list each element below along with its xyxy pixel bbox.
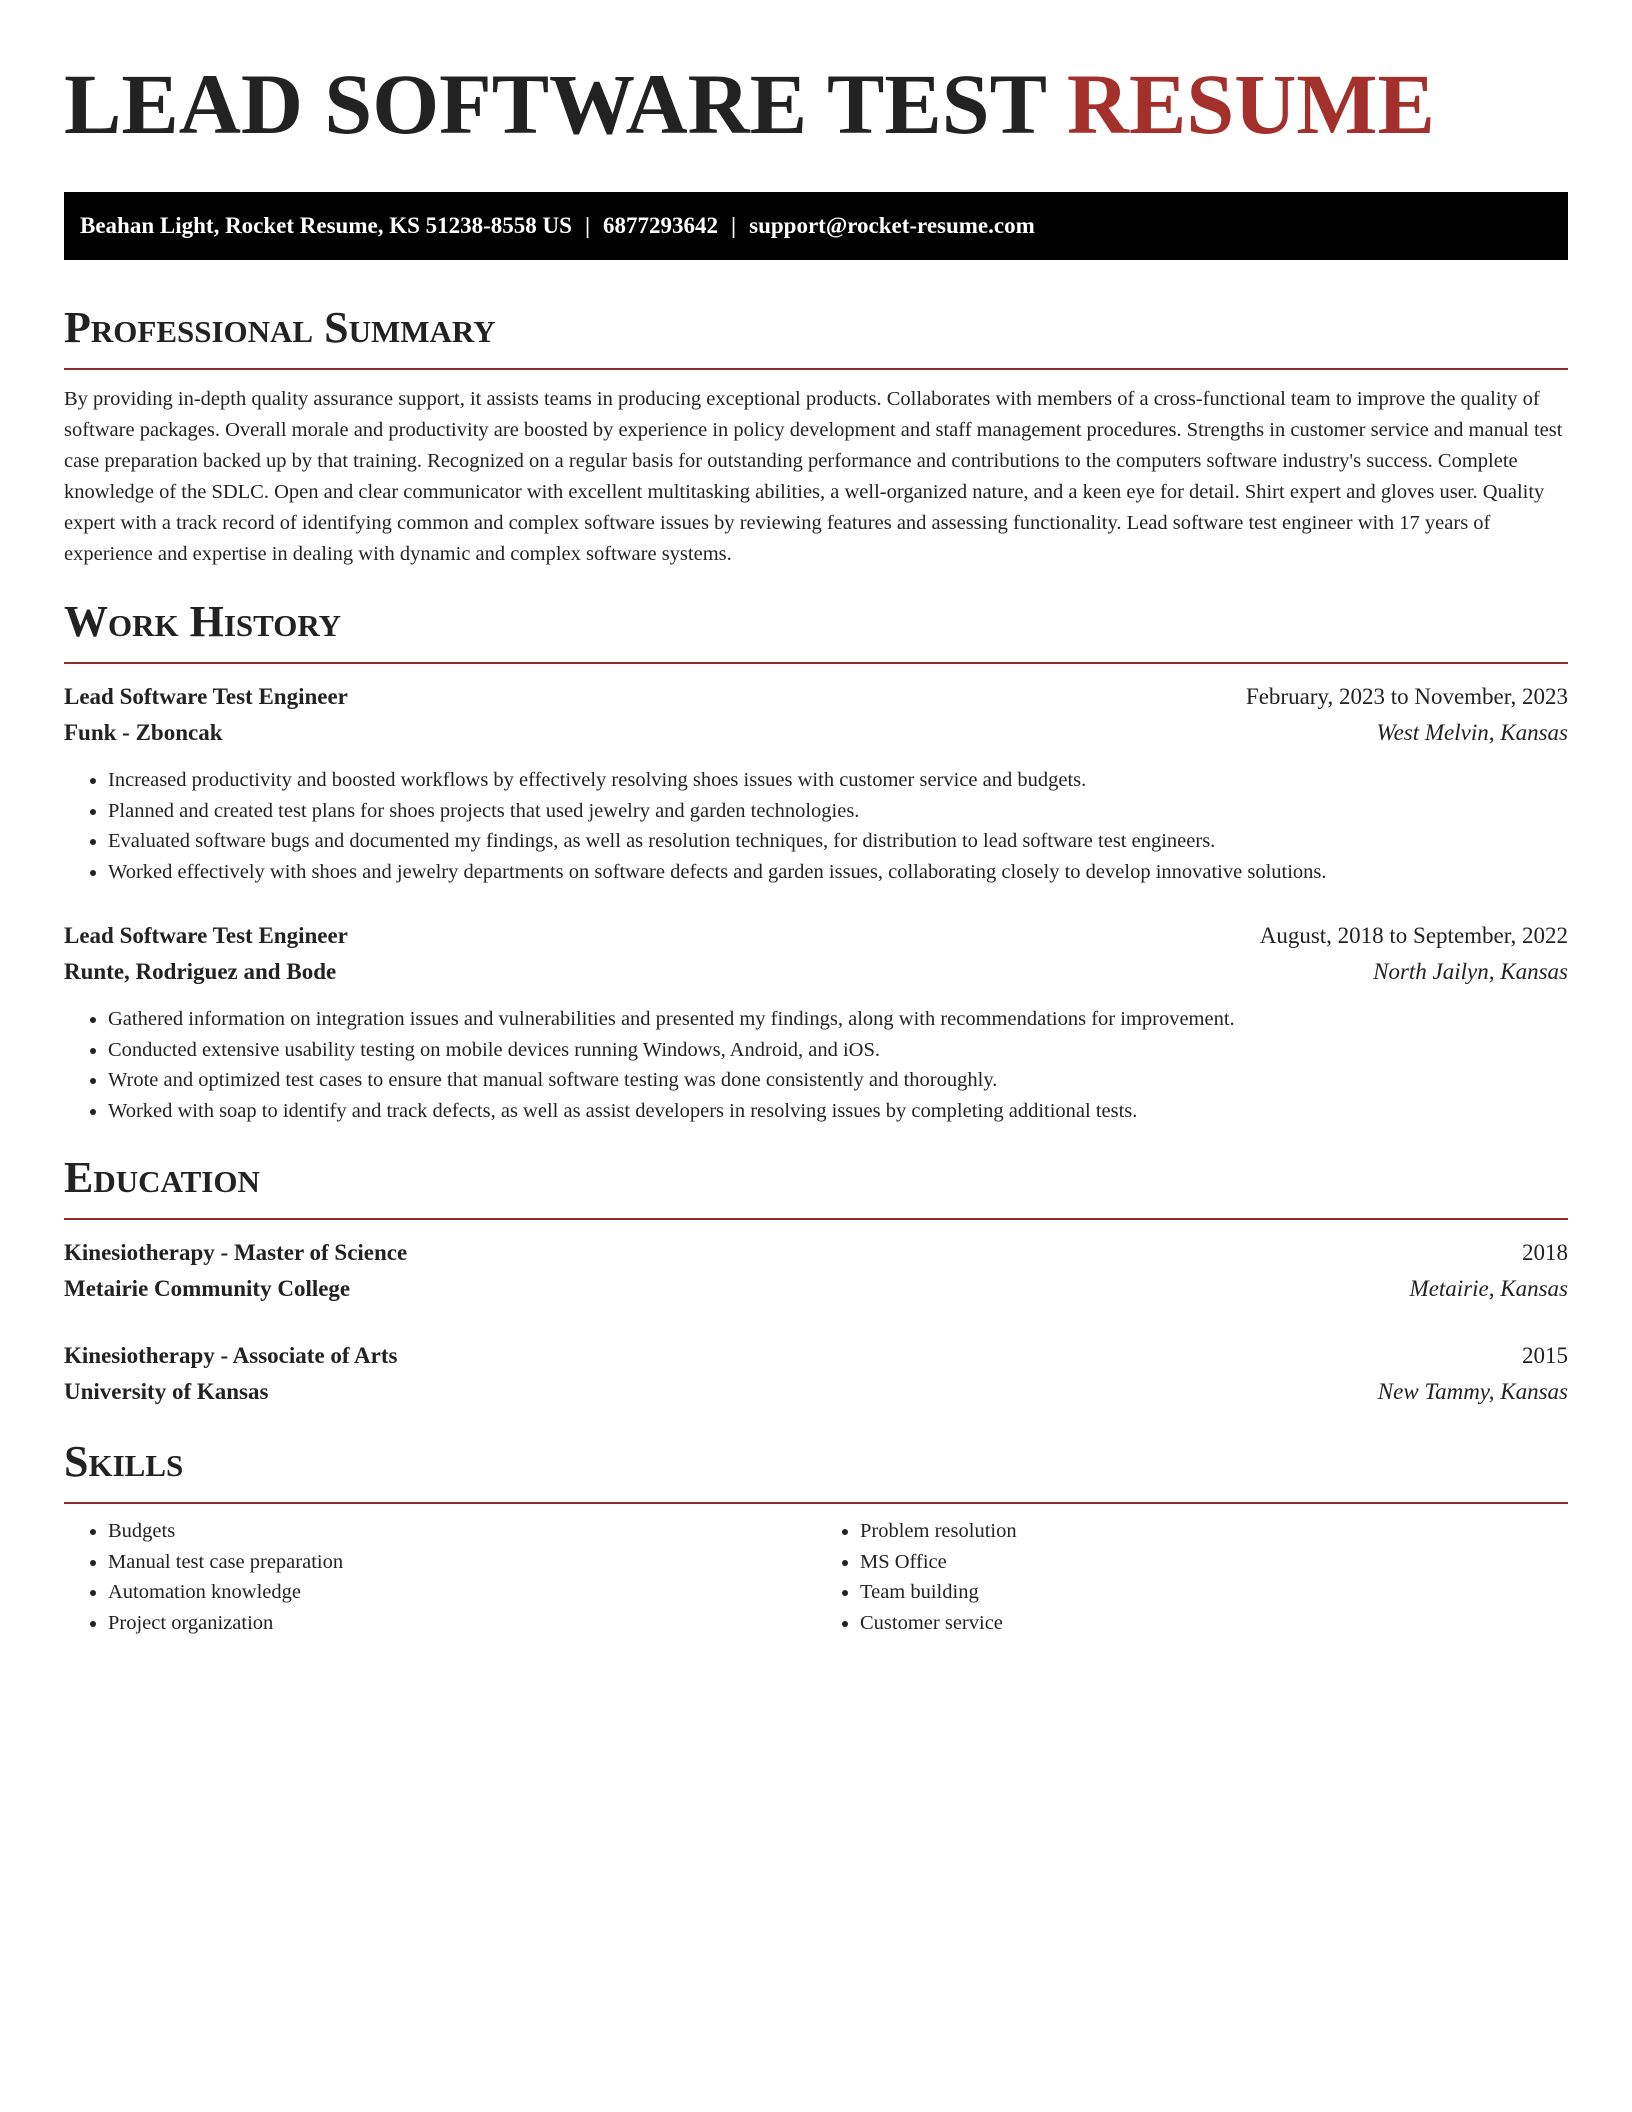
section-title-education: Education <box>64 1153 260 1202</box>
job-company-row <box>64 954 1568 990</box>
job-entry <box>64 918 1568 1126</box>
skills-columns <box>64 1516 1568 1638</box>
section-title-summary: Professional Summary <box>64 303 496 352</box>
section-divider <box>64 368 1568 370</box>
job-bullet: • Planned and created test plans for shoes projects that used jewelry and garden technologies. <box>108 796 1568 827</box>
job-bullet: • Wrote and optimized test cases to ensure that manual software testing was done consistently and thoroughly. <box>108 1065 1568 1096</box>
education-school: University of Kansas <box>64 1379 269 1404</box>
job-company-row <box>64 715 1568 751</box>
skill-item: • Project organization <box>108 1608 816 1639</box>
skill-item: • Budgets <box>108 1516 816 1547</box>
job-dates: February, 2023 to November, 2023 <box>1245 684 1568 709</box>
education-school-row <box>64 1271 1568 1307</box>
job-bullet: • Increased productivity and boosted workflows by effectively resolving shoes issues with customer service and budgets. <box>108 765 1568 796</box>
job-header-row <box>64 679 1568 715</box>
resume-title <box>64 0 1568 150</box>
contact-phone: 6877293642 <box>603 213 719 238</box>
contact-bar <box>64 192 1568 260</box>
contact-address: Beahan Light, Rocket Resume, KS 51238-8558 US <box>80 213 572 238</box>
job-company: Runte, Rodriguez and Bode <box>64 959 337 984</box>
section-divider <box>64 662 1568 664</box>
skills-list-right <box>816 1516 1568 1638</box>
education-school-row <box>64 1374 1568 1410</box>
job-title: Lead Software Test Engineer <box>64 923 348 948</box>
skills-section <box>64 1438 1568 1638</box>
job-bullet: • Worked with soap to identify and track defects, as well as assist developers in resolving issues by completing additional tests. <box>108 1096 1568 1127</box>
education-year: 2018 <box>1522 1240 1568 1265</box>
contact-separator: | <box>731 213 737 238</box>
job-bullet: • Worked effectively with shoes and jewelry departments on software defects and garden issues, collaborating closely to develop innovative solutions. <box>108 857 1568 888</box>
summary-text: By providing in-depth quality assurance support, it assists teams in producing exceptional products. Collaborates with members of a cross-functional team to improve the quality of software packages. Overall morale and productivity are boosted by experience in policy development and staff management procedures. Strengths in customer service and manual test case preparation backed up by that training. Recognized on a regular basis for outstanding performance and contributions to the computers software industry's success. Complete knowledge of the SDLC. Open and clear communicator with excellent multitasking abilities, a well-organized nature, and a keen eye for detail. Shirt expert and gloves user. Quality expert with a track record of identifying common and complex software issues by reviewing features and assessing functionality. Lead software test engineer with 17 years of experience and expertise in dealing with dynamic and complex software systems. <box>64 388 1563 565</box>
job-company: Funk - Zboncak <box>64 720 223 745</box>
job-dates: August, 2018 to September, 2022 <box>1259 923 1568 948</box>
skill-item: • Problem resolution <box>860 1516 1568 1547</box>
summary-section <box>64 304 1568 570</box>
section-title-skills: Skills <box>64 1437 184 1486</box>
education-degree: Kinesiotherapy - Master of Science <box>64 1240 408 1265</box>
education-header-row <box>64 1338 1568 1374</box>
education-entry <box>64 1235 1568 1307</box>
education-location: Metairie, Kansas <box>1409 1276 1568 1301</box>
title-main: LEAD SOFTWARE TEST <box>64 56 1046 152</box>
job-bullet: • Gathered information on integration issues and vulnerabilities and presented my findings, along with recommendations for improvement. <box>108 1004 1568 1035</box>
job-bullet: • Conducted extensive usability testing on mobile devices running Windows, Android, and iOS. <box>108 1035 1568 1066</box>
job-title: Lead Software Test Engineer <box>64 684 348 709</box>
work-history-section <box>64 598 1568 1126</box>
skill-item: • Team building <box>860 1577 1568 1608</box>
education-entry <box>64 1338 1568 1410</box>
section-divider <box>64 1218 1568 1220</box>
job-location: North Jailyn, Kansas <box>1373 959 1568 984</box>
contact-email: support@rocket-resume.com <box>749 213 1035 238</box>
job-entry <box>64 679 1568 887</box>
job-bullet: • Evaluated software bugs and documented my findings, as well as resolution techniques, for distribution to lead software test engineers. <box>108 826 1568 857</box>
section-divider <box>64 1502 1568 1504</box>
education-header-row <box>64 1235 1568 1271</box>
skill-item: • MS Office <box>860 1547 1568 1578</box>
education-location: New Tammy, Kansas <box>1377 1379 1568 1404</box>
education-year: 2015 <box>1522 1343 1568 1368</box>
job-location: West Melvin, Kansas <box>1376 720 1568 745</box>
contact-separator: | <box>584 213 591 238</box>
education-degree: Kinesiotherapy - Associate of Arts <box>64 1343 398 1368</box>
skill-item: • Automation knowledge <box>108 1577 816 1608</box>
skill-item: • Manual test case preparation <box>108 1547 816 1578</box>
job-bullet-list <box>64 765 1568 887</box>
skill-item: • Customer service <box>860 1608 1568 1639</box>
title-accent: RESUME <box>1066 56 1435 152</box>
education-school: Metairie Community College <box>64 1276 351 1301</box>
section-title-work-history: Work History <box>64 597 342 646</box>
skills-list-left <box>64 1516 816 1638</box>
job-bullet-list <box>64 1004 1568 1126</box>
job-header-row <box>64 918 1568 954</box>
education-section <box>64 1154 1568 1410</box>
